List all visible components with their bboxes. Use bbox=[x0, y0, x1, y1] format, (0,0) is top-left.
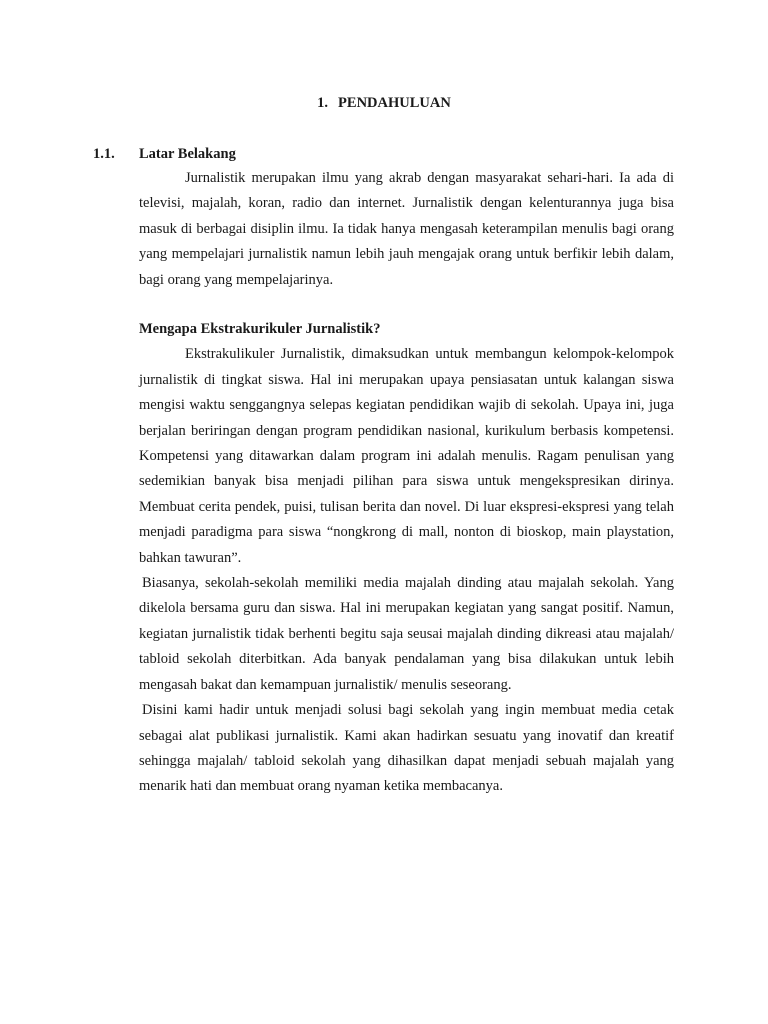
subsection-paragraph-2: Biasanya, sekolah-sekolah memiliki media majalah dinding atau majalah sekolah. Yang dikelola bersama guru dan siswa. Hal ini merupakan kegiatan yang sangat positif. Namun, kegiatan jurnalistik tidak berhenti begitu saja seusai majalah dinding dikreasi atau majalah/ tabloid sekolah diterbitkan. Ada banyak pendalaman yang bisa dilakukan untuk lebih mengasah bakat dan kemampuan jurnalistik/ menulis seseorang. bbox=[139, 575, 674, 693]
section-heading bbox=[93, 144, 693, 164]
section-number: 1.1. bbox=[93, 146, 115, 162]
section-title: Latar Belakang bbox=[139, 146, 236, 162]
intro-text-block bbox=[139, 166, 674, 293]
chapter-title-text: PENDAHULUAN bbox=[338, 95, 451, 111]
chapter-title bbox=[0, 93, 768, 113]
subsection-block bbox=[139, 317, 674, 800]
subsection-paragraph-3: Disini kami hadir untuk menjadi solusi bagi sekolah yang ingin membuat media cetak sebagai alat publikasi jurnalistik. Kami akan hadirkan sesuatu yang inovatif dan kreatif sehingga majalah/ tabloid sekolah yang dihasilkan dapat menjadi sebuah majalah yang menarik hati dan membuat orang nyaman ketika membacanya. bbox=[139, 702, 674, 795]
subsection-paragraph-1: Ekstrakulikuler Jurnalistik, dimaksudkan untuk membangun kelompok-kelompok jurnalistik di tingkat siswa. Hal ini merupakan upaya pensiasatan untuk kalangan siswa mengisi waktu senggangnya selepas kegiatan pendidikan wajib di sekolah. Upaya ini, juga berjalan beriringan dengan program pendidikan nasional, kurikulum berbasis kompetensi. Kompetensi yang ditawarkan dalam program ini adalah menulis. Ragam penulisan yang sedemikian banyak bisa menjadi pilihan para siswa untuk mengekspresikan dirinya. Membuat cerita pendek, puisi, tulisan berita dan novel. Di luar ekspresi-ekspresi yang telah menjadi paradigma para siswa “nongkrong di mall, nonton di bioskop, main playstation, bahkan tawuran”. bbox=[139, 346, 674, 566]
intro-paragraph: Jurnalistik merupakan ilmu yang akrab dengan masyarakat sehari-hari. Ia ada di televisi, majalah, koran, radio dan internet. Jurnalistik dengan kelenturannya juga bisa masuk di berbagai disiplin ilmu. Ia tidak hanya mengasah keterampilan menulis bagi orang yang mempelajari jurnalistik namun lebih jauh mengajak orang untuk berfikir lebih dalam, bagi orang yang mempelajarinya. bbox=[139, 170, 674, 288]
subsection-title: Mengapa Ekstrakurikuler Jurnalistik? bbox=[139, 321, 381, 337]
chapter-number: 1. bbox=[317, 95, 329, 111]
